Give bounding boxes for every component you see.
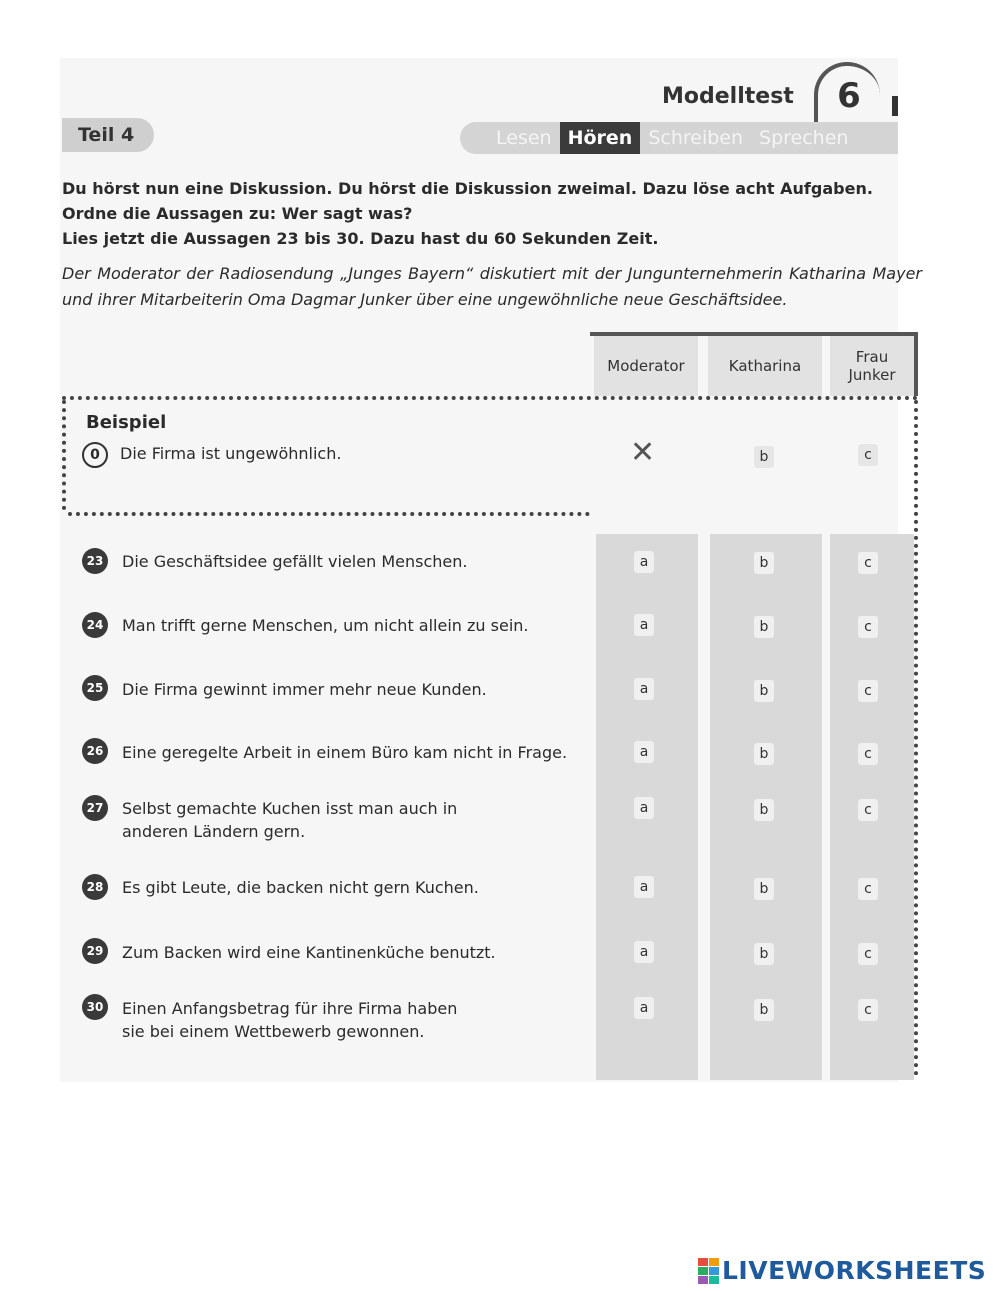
question-text: Die Geschäftsidee gefällt vielen Menschen. (122, 552, 468, 571)
question-text: Eine geregelte Arbeit in einem Büro kam nicht in Frage. (122, 743, 568, 762)
header-marker (892, 96, 898, 116)
column-frau-junker-line-2: Junker (848, 366, 896, 384)
skill-sprechen: Sprechen (759, 127, 849, 149)
question-text: Man trifft gerne Menschen, um nicht allein zu sein. (122, 616, 529, 635)
example-frame-left (62, 400, 66, 510)
question-number-badge: 28 (82, 874, 108, 900)
instruction-line-3: Lies jetzt die Aussagen 23 bis 30. Dazu hast du 60 Sekunden Zeit. (62, 229, 659, 248)
column-header-moderator (594, 336, 698, 396)
question-number-badge: 29 (82, 938, 108, 964)
skill-hoeren: Hören (560, 122, 641, 154)
question-text: Es gibt Leute, die backen nicht gern Kuchen. (122, 878, 479, 897)
intro-text: Der Moderator der Radiosendung „Junges Bayern“ diskutiert mit der Jungunternehmerin Katharina Mayer und ihrer Mitarbeiterin Oma Dagmar Junker über eine ungewöhnliche neue Geschäftsidee. (62, 264, 922, 309)
option-b[interactable]: b (754, 943, 774, 965)
cross-mark-icon: ✕ (630, 435, 656, 470)
question-number-badge: 26 (82, 738, 108, 764)
table-header-border-right (914, 332, 918, 396)
option-a[interactable]: a (634, 678, 654, 700)
option-b[interactable]: b (754, 680, 774, 702)
instructions (62, 176, 873, 251)
question-number-badge: 27 (82, 795, 108, 821)
option-b[interactable]: b (754, 999, 774, 1021)
option-a[interactable]: a (634, 997, 654, 1019)
option-a[interactable]: a (634, 741, 654, 763)
question-text: Zum Backen wird eine Kantinenküche benutzt. (122, 943, 496, 962)
option-c[interactable]: c (858, 943, 878, 965)
skill-schreiben: Schreiben (648, 127, 744, 149)
column-frau-junker-line-1: Frau (855, 348, 889, 366)
test-number: 6 (814, 62, 880, 122)
logo-icon (698, 1258, 718, 1284)
example-option-b: b (754, 446, 774, 468)
option-b[interactable]: b (754, 616, 774, 638)
option-c[interactable]: c (858, 680, 878, 702)
instruction-line-2: Ordne die Aussagen zu: Wer sagt was? (62, 204, 413, 223)
skill-lesen: Lesen (496, 127, 552, 149)
column-header-katharina (708, 336, 822, 396)
example-option-c: c (858, 444, 878, 466)
option-b[interactable]: b (754, 743, 774, 765)
question-number-badge: 30 (82, 994, 108, 1020)
column-header-frau-junker (830, 336, 914, 396)
instruction-line-1: Du hörst nun eine Diskussion. Du hörst die Diskussion zweimal. Dazu löse acht Aufgaben. (62, 179, 873, 198)
question-text: Einen Anfangsbetrag für ihre Firma haben sie bei einem Wettbewerb gewonnen. (122, 999, 458, 1041)
modelltest-label: Modelltest (662, 84, 794, 109)
question-text: Die Firma gewinnt immer mehr neue Kunden. (122, 680, 487, 699)
option-c[interactable]: c (858, 878, 878, 900)
option-c[interactable]: c (858, 999, 878, 1021)
option-a[interactable]: a (634, 614, 654, 636)
teil-label: Teil 4 (62, 118, 154, 152)
question-text: Selbst gemachte Kuchen isst man auch in anderen Ländern gern. (122, 799, 458, 841)
option-a[interactable]: a (634, 876, 654, 898)
example-heading: Beispiel (86, 412, 167, 433)
option-b[interactable]: b (754, 552, 774, 574)
option-a[interactable]: a (634, 797, 654, 819)
logo-text: LIVEWORKSHEETS (722, 1256, 987, 1285)
example-frame-top (62, 396, 918, 400)
option-c[interactable]: c (858, 616, 878, 638)
question-number-badge: 24 (82, 612, 108, 638)
example-text: Die Firma ist ungewöhnlich. (120, 444, 342, 463)
option-b[interactable]: b (754, 878, 774, 900)
example-number: 0 (82, 442, 108, 468)
option-b[interactable]: b (754, 799, 774, 821)
question-number-badge: 23 (82, 548, 108, 574)
table-frame-right (914, 400, 918, 1076)
liveworksheets-logo (698, 1256, 986, 1285)
column-katharina-label: Katharina (728, 357, 802, 375)
option-a[interactable]: a (634, 551, 654, 573)
question-number-badge: 25 (82, 675, 108, 701)
skill-tabs (460, 122, 898, 154)
option-c[interactable]: c (858, 743, 878, 765)
option-c[interactable]: c (858, 799, 878, 821)
column-moderator-label: Moderator (607, 357, 685, 375)
example-frame-bottom (68, 512, 590, 516)
option-c[interactable]: c (858, 552, 878, 574)
option-a[interactable]: a (634, 941, 654, 963)
